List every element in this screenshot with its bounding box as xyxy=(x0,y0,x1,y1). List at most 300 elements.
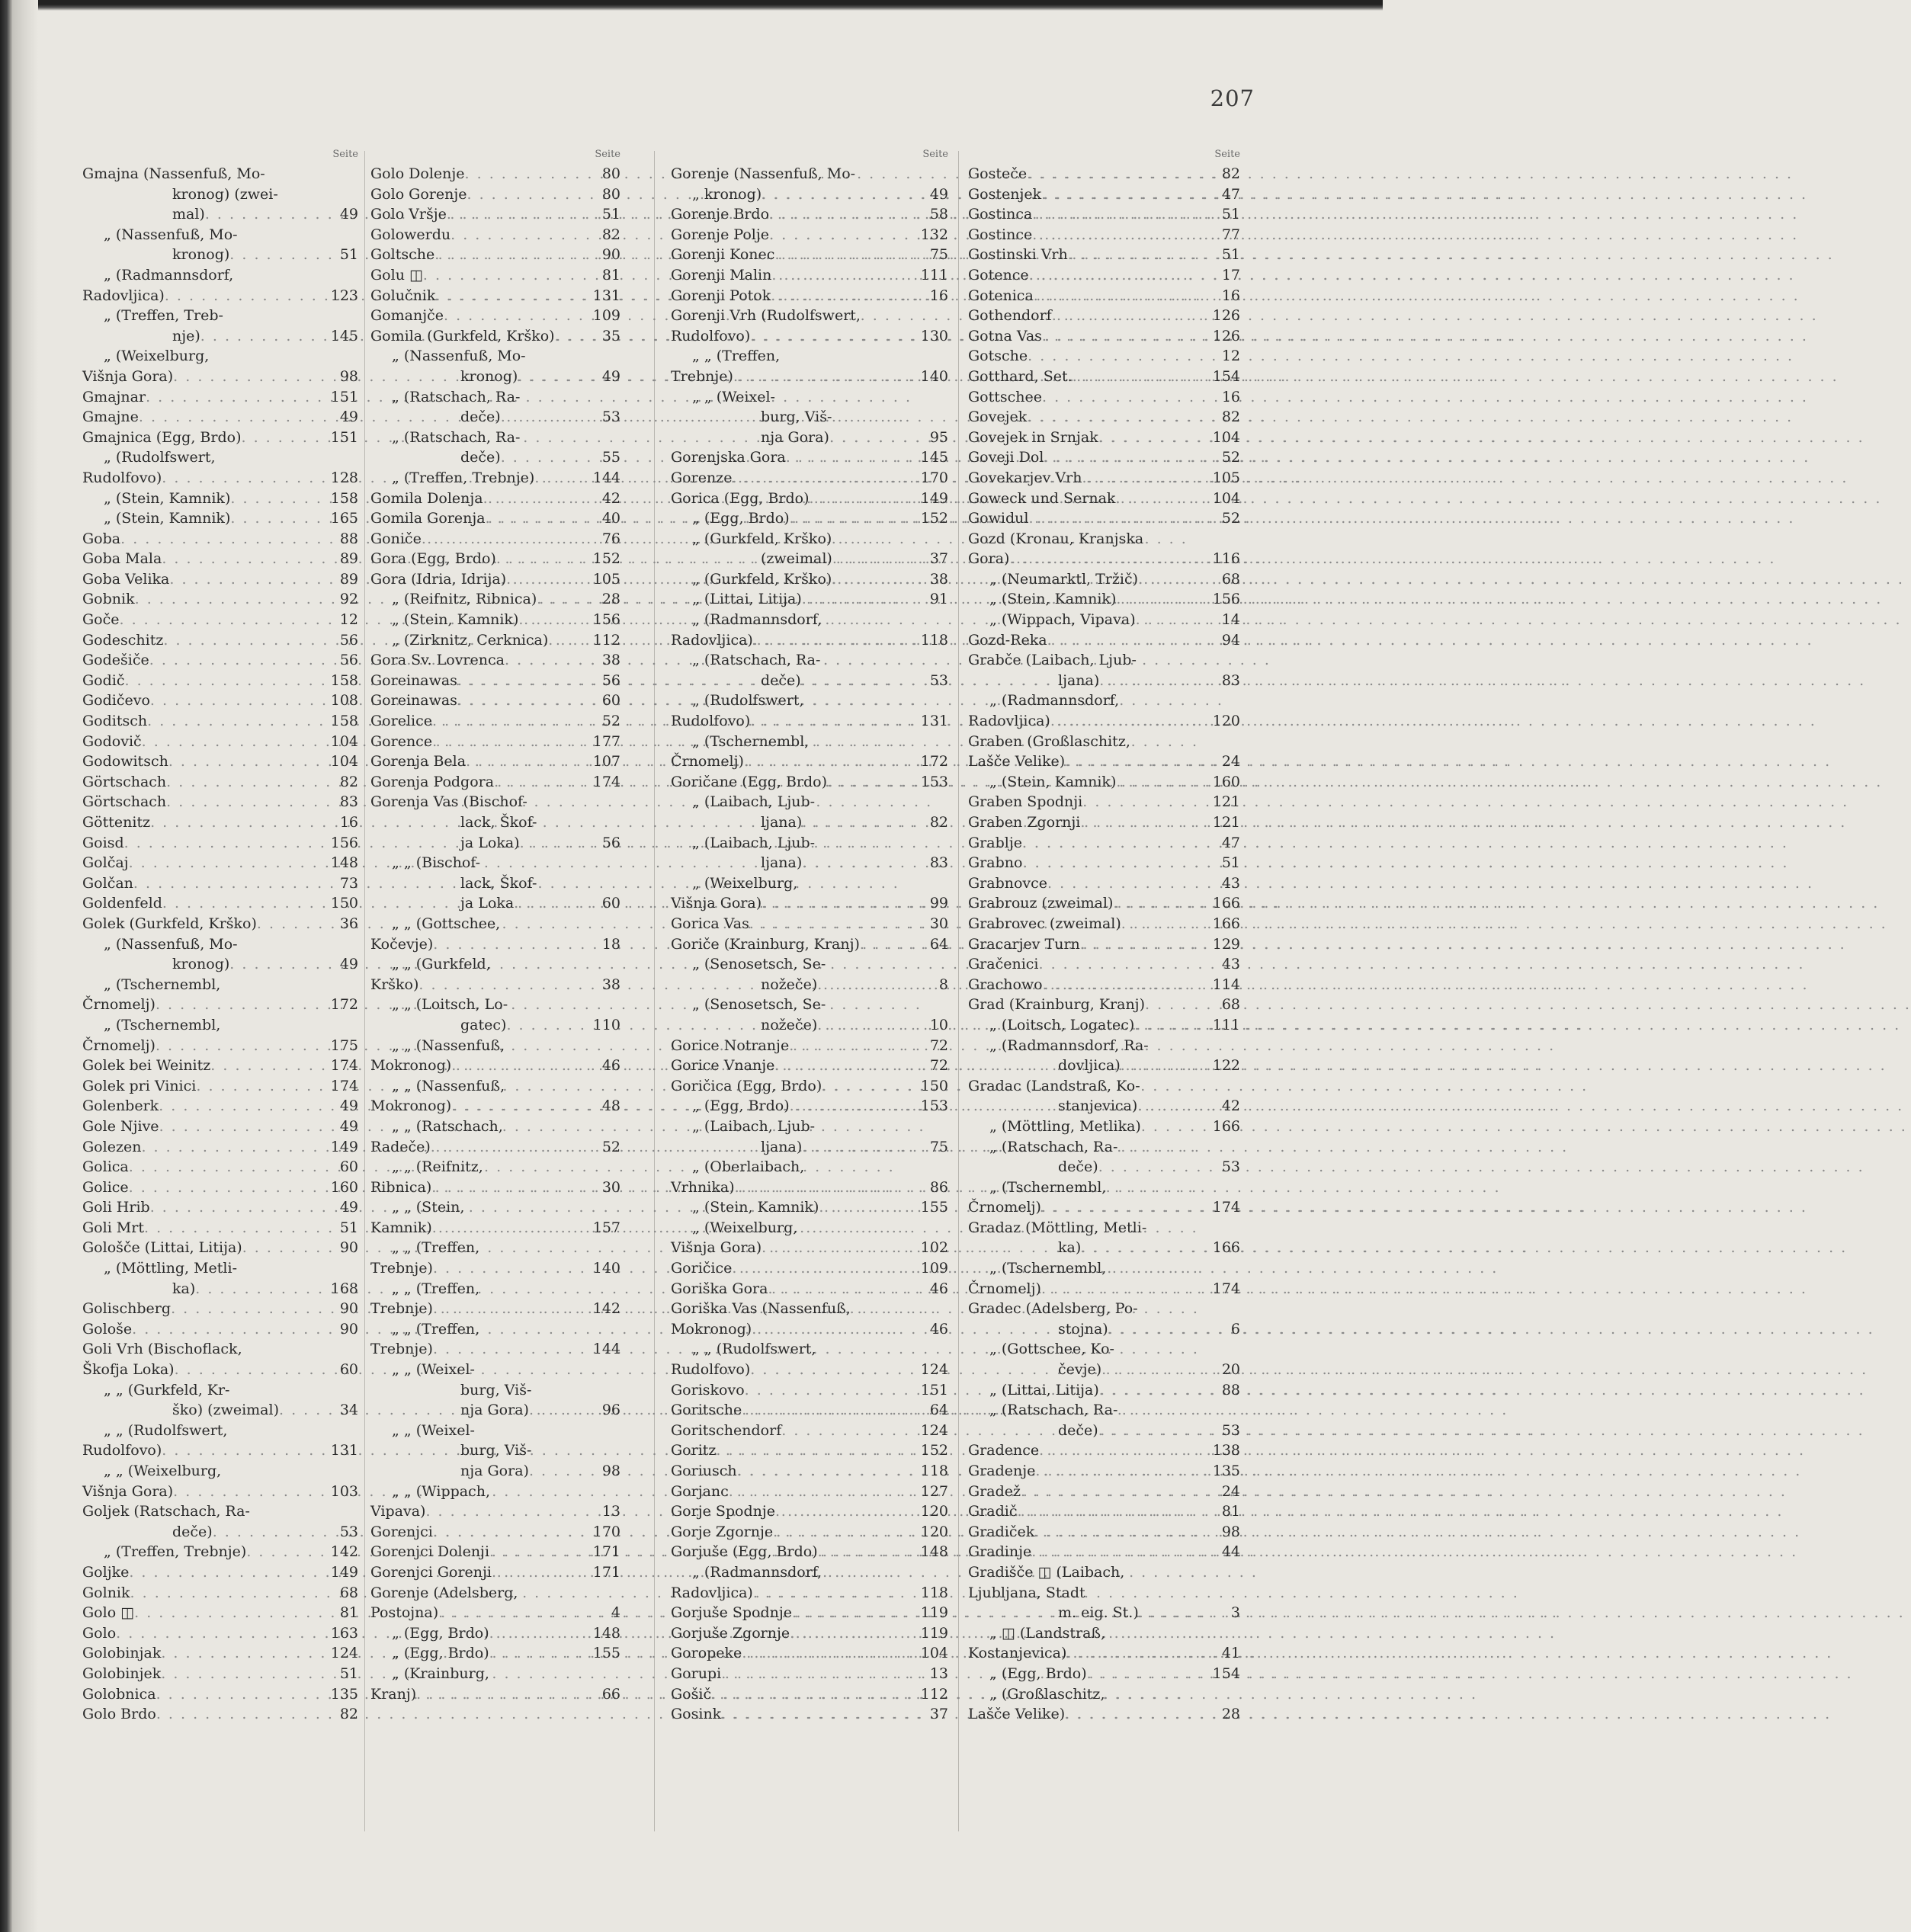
index-entry xyxy=(671,1686,948,1706)
leader-dots xyxy=(435,287,592,304)
entry-name: „ (Tschernembl, xyxy=(692,732,810,750)
index-entry xyxy=(671,611,948,632)
entry-page: 40 xyxy=(601,510,620,527)
leader-dots xyxy=(1017,1503,1214,1520)
leader-dots xyxy=(1137,1097,1214,1114)
index-entry xyxy=(968,368,1240,389)
entry-name: „ (Radmannsdorf, xyxy=(989,692,1120,710)
entry-page: 121 xyxy=(1212,814,1240,831)
entry-name: Črnomelj) xyxy=(82,1036,156,1054)
leader-dots xyxy=(434,246,595,263)
entry-name: Gorenje (Nassenfuß, Mo- xyxy=(671,165,856,182)
leader-dots xyxy=(827,774,921,790)
entry-name: Gradič xyxy=(968,1503,1018,1520)
entry-page: 37 xyxy=(929,1706,948,1723)
index-entry xyxy=(671,733,948,754)
entry-name: Postojna) xyxy=(370,1604,439,1622)
index-entry xyxy=(370,389,620,409)
index-entry xyxy=(671,895,948,915)
index-entry xyxy=(370,246,620,267)
index-entry xyxy=(82,490,358,511)
index-entry xyxy=(968,1706,1240,1726)
entry-page: 119 xyxy=(920,1624,948,1642)
entry-name: „ (Egg, Brdo) xyxy=(692,510,790,527)
index-entry xyxy=(968,510,1240,530)
index-entry xyxy=(968,1078,1240,1098)
entry-page: 49 xyxy=(339,206,358,223)
index-entry xyxy=(370,165,620,186)
leader-dots xyxy=(496,550,593,567)
entry-page: 75 xyxy=(929,1138,948,1155)
entry-page: 83 xyxy=(339,793,358,811)
entry-page: 153 xyxy=(920,1097,948,1115)
entry-page: 121 xyxy=(1212,793,1240,811)
entry-page: 64 xyxy=(929,935,948,953)
entry-name: Črnomelj) xyxy=(968,1199,1041,1216)
index-entry xyxy=(671,1321,948,1341)
index-entry xyxy=(370,1199,620,1219)
index-entry xyxy=(82,591,358,611)
index-entry xyxy=(370,915,620,936)
index-entry xyxy=(82,1483,358,1504)
index-entry xyxy=(82,1382,358,1402)
entry-name: Trebnje) xyxy=(671,367,733,385)
scan-left-edge xyxy=(0,0,12,1932)
leader-dots xyxy=(159,1097,332,1114)
leader-dots xyxy=(1047,875,1214,892)
entry-page: 171 xyxy=(592,1543,620,1561)
entry-page: 60 xyxy=(601,692,620,710)
index-entry xyxy=(370,1382,620,1402)
leader-dots xyxy=(1042,389,1214,405)
index-entry xyxy=(968,1543,1240,1564)
leader-dots xyxy=(171,1300,332,1317)
leader-dots xyxy=(162,1442,330,1459)
entry-name: Goropeke xyxy=(671,1645,742,1662)
index-entry xyxy=(671,267,948,287)
index-entry xyxy=(370,1017,620,1037)
leader-dots xyxy=(134,1604,332,1621)
entry-name: „ (Stein, Kamnik) xyxy=(104,489,231,507)
entry-page: 51 xyxy=(1221,206,1240,223)
entry-name: Grabrovec (zweimal) xyxy=(968,915,1121,932)
entry-name: ljana) xyxy=(761,814,803,831)
entry-page: 16 xyxy=(1221,388,1240,405)
index-entry xyxy=(370,956,620,976)
index-entry xyxy=(82,1402,358,1422)
index-entry xyxy=(370,1625,620,1645)
leader-dots xyxy=(242,1239,332,1256)
entry-name: Grablje xyxy=(968,834,1022,851)
index-entry xyxy=(671,550,948,571)
seite-header: Seite xyxy=(922,149,948,160)
entry-page: 82 xyxy=(339,1706,358,1723)
leader-dots xyxy=(169,571,332,588)
entry-name: Črnomelj) xyxy=(82,996,156,1014)
leader-dots xyxy=(1099,672,1214,689)
leader-dots xyxy=(444,307,593,324)
leader-dots xyxy=(802,1139,922,1155)
entry-name: Gorenji Malin xyxy=(671,266,772,284)
entry-name: Golu ◫ xyxy=(370,266,423,284)
entry-page: 120 xyxy=(1212,713,1240,730)
entry-name: nja Gora) xyxy=(761,428,829,446)
entry-name: dovljica) xyxy=(1058,1057,1121,1075)
entry-page: 12 xyxy=(339,611,358,629)
entry-page: 109 xyxy=(592,307,620,325)
index-entry xyxy=(968,1442,1240,1463)
leader-dots xyxy=(163,632,332,649)
index-entry xyxy=(82,530,358,551)
entry-page: 52 xyxy=(1221,510,1240,527)
entry-page: 52 xyxy=(601,1138,620,1155)
entry-page: 150 xyxy=(330,895,358,912)
entry-name: Gora) xyxy=(968,550,1010,568)
index-entry xyxy=(370,328,620,348)
index-entry xyxy=(82,996,358,1017)
entry-page: 153 xyxy=(920,773,948,790)
entry-page: 28 xyxy=(601,591,620,608)
entry-page: 145 xyxy=(330,327,358,344)
index-entry xyxy=(82,267,358,287)
entry-page: 156 xyxy=(1212,591,1240,608)
entry-page: 99 xyxy=(929,895,948,912)
index-entry xyxy=(671,1604,948,1625)
entry-page: 16 xyxy=(1221,287,1240,304)
index-entry xyxy=(671,1139,948,1159)
index-entry xyxy=(82,1199,358,1219)
entry-page: 51 xyxy=(339,246,358,264)
leader-dots xyxy=(529,1402,595,1418)
entry-page: 150 xyxy=(920,1077,948,1094)
leader-dots xyxy=(1087,1665,1213,1682)
leader-dots xyxy=(537,591,595,607)
index-entry xyxy=(82,956,358,976)
entry-page: 175 xyxy=(330,1036,358,1054)
leader-dots xyxy=(433,1523,593,1540)
leader-dots xyxy=(257,915,332,932)
index-entry xyxy=(671,875,948,896)
index-entry xyxy=(671,1078,948,1098)
index-entry xyxy=(968,348,1240,368)
leader-dots xyxy=(139,409,332,425)
index-entry xyxy=(671,1665,948,1686)
entry-name: „ (Ratschach, Ra- xyxy=(392,428,521,446)
index-entry xyxy=(370,672,620,693)
index-entry xyxy=(968,1341,1240,1361)
entry-name: Grad (Krainburg, Kranj) xyxy=(968,996,1145,1014)
leader-dots xyxy=(279,1402,332,1418)
index-entry xyxy=(968,1503,1240,1523)
index-entry xyxy=(671,1097,948,1118)
index-entry xyxy=(370,875,620,896)
entry-name: Rudolfovo) xyxy=(671,1361,751,1379)
entry-name: Mokronog) xyxy=(370,1057,452,1075)
leader-dots xyxy=(156,1706,332,1722)
leader-dots xyxy=(750,713,920,729)
entry-page: 37 xyxy=(929,550,948,568)
leader-dots xyxy=(1065,1706,1214,1722)
index-entry xyxy=(968,692,1240,713)
entry-name: Radeče) xyxy=(370,1138,431,1155)
entry-page: 51 xyxy=(339,1219,358,1236)
entry-name: deče) xyxy=(761,671,801,689)
entry-name: Goba xyxy=(82,530,121,547)
index-entry xyxy=(968,1300,1240,1321)
index-entry xyxy=(370,1260,620,1280)
entry-name: „ (Nassenfuß, Mo- xyxy=(104,935,238,953)
index-entry xyxy=(82,1665,358,1686)
entry-page: 105 xyxy=(592,570,620,588)
leader-dots xyxy=(1138,571,1214,588)
index-entry xyxy=(968,1179,1240,1200)
entry-name: Ljubljana, Stadt xyxy=(968,1584,1085,1601)
index-entry xyxy=(82,1584,358,1605)
index-entry xyxy=(82,368,358,389)
entry-name: „ (Egg, Brdo) xyxy=(692,1097,790,1115)
leader-dots xyxy=(1098,429,1213,446)
entry-name: Golica xyxy=(82,1158,129,1176)
leader-dots xyxy=(781,1422,920,1439)
entry-name: „ „ (Treffen, xyxy=(392,1280,480,1297)
entry-name: Grachowo xyxy=(968,976,1043,993)
index-entry xyxy=(370,449,620,469)
leader-dots xyxy=(230,490,330,507)
entry-name: „ (Krainburg, xyxy=(392,1664,489,1682)
entry-name: Gmajna (Nassenfuß, Mo- xyxy=(82,165,265,182)
entry-name: Gosink xyxy=(671,1706,722,1723)
index-entry xyxy=(671,591,948,611)
entry-name: Radovljica) xyxy=(82,287,165,304)
entry-name: Višnja Gora) xyxy=(671,895,762,912)
entry-name: Golobinjak xyxy=(82,1645,162,1662)
leader-dots xyxy=(832,571,922,588)
entry-name: „ „ (Bischof- xyxy=(392,854,481,872)
entry-page: 120 xyxy=(920,1523,948,1540)
entry-page: 81 xyxy=(1221,1503,1240,1520)
index-entry xyxy=(968,976,1240,997)
entry-name: čevje) xyxy=(1058,1361,1102,1379)
entry-page: 80 xyxy=(601,165,620,182)
index-entry xyxy=(370,774,620,794)
entry-page: 111 xyxy=(1212,1016,1240,1033)
entry-page: 158 xyxy=(330,671,358,689)
index-entry xyxy=(671,510,948,530)
seite-header: Seite xyxy=(332,149,358,160)
index-entry xyxy=(82,226,358,247)
entry-page: 142 xyxy=(330,1543,358,1561)
leader-dots xyxy=(742,1645,920,1661)
entry-page: 104 xyxy=(920,1645,948,1662)
entry-name: Gološe xyxy=(82,1320,133,1338)
entry-name: Gorenji Potok xyxy=(671,287,771,304)
entry-page: 172 xyxy=(330,996,358,1014)
index-entry xyxy=(671,692,948,713)
entry-name: „ (Egg, Brdo) xyxy=(392,1624,489,1642)
index-entry xyxy=(370,267,620,287)
index-entry xyxy=(82,632,358,652)
entry-page: 30 xyxy=(929,915,948,932)
entry-name: Gothendorf xyxy=(968,307,1052,325)
index-entry xyxy=(370,1463,620,1483)
leader-dots xyxy=(752,1321,922,1338)
entry-page: 149 xyxy=(920,489,948,507)
index-entry xyxy=(370,1686,620,1706)
index-entry xyxy=(370,1422,620,1443)
leader-dots xyxy=(451,1057,595,1074)
index-entry xyxy=(968,550,1240,571)
entry-page: 12 xyxy=(1221,348,1240,365)
entry-name: „ (Treffen, Trebnje) xyxy=(392,469,535,486)
index-entry xyxy=(370,1097,620,1118)
leader-dots xyxy=(774,246,922,263)
index-entry xyxy=(82,1321,358,1341)
leader-dots xyxy=(1032,206,1214,223)
entry-name: „ (Laibach, Ljub- xyxy=(692,834,816,851)
entry-name: Goče xyxy=(82,611,120,629)
leader-dots xyxy=(120,611,332,628)
entry-page: 18 xyxy=(601,935,620,953)
index-entry xyxy=(968,652,1240,672)
entry-page: 48 xyxy=(601,1097,620,1115)
entry-page: 88 xyxy=(1221,1381,1240,1399)
seite-header: Seite xyxy=(595,149,620,160)
leader-dots xyxy=(422,530,595,547)
entry-name: ka) xyxy=(172,1280,196,1297)
entry-name: deče) xyxy=(1058,1421,1098,1439)
entry-page: 49 xyxy=(339,956,358,973)
index-entry xyxy=(82,389,358,409)
index-entry xyxy=(82,449,358,469)
leader-dots xyxy=(745,1382,921,1399)
leader-dots xyxy=(518,368,595,385)
index-entry xyxy=(82,1179,358,1200)
leader-dots xyxy=(1043,976,1213,993)
index-entry xyxy=(370,895,620,915)
leader-dots xyxy=(142,733,331,750)
index-entry xyxy=(671,753,948,774)
entry-page: 90 xyxy=(339,1239,358,1257)
leader-dots xyxy=(489,1625,593,1642)
index-entry xyxy=(968,915,1240,936)
entry-name: Gorelice xyxy=(370,713,432,730)
entry-page: 170 xyxy=(592,1523,620,1540)
leader-dots xyxy=(529,1463,595,1479)
entry-name: Višnja Gora) xyxy=(82,1482,174,1500)
index-entry xyxy=(671,409,948,429)
entry-page: 46 xyxy=(929,1320,948,1338)
index-entry xyxy=(968,774,1240,794)
entry-page: 51 xyxy=(1221,246,1240,264)
index-entry xyxy=(82,1706,358,1726)
index-entry xyxy=(968,1625,1240,1645)
leader-dots xyxy=(129,854,331,871)
entry-name: Gozd (Kronau, Kranjska xyxy=(968,530,1144,547)
entry-page: 148 xyxy=(920,1543,948,1561)
index-entry xyxy=(82,774,358,794)
leader-dots xyxy=(1041,186,1214,203)
index-column-2 xyxy=(370,149,620,1706)
index-entry xyxy=(370,611,620,632)
entry-name: Goditsch xyxy=(82,713,148,730)
entry-name: Golo xyxy=(82,1624,117,1642)
leader-dots xyxy=(132,1321,332,1338)
leader-dots xyxy=(1044,449,1214,466)
entry-name: Gološče (Littai, Litija) xyxy=(82,1239,242,1257)
index-entry xyxy=(370,1584,620,1605)
entry-page: 17 xyxy=(1221,266,1240,284)
entry-name: ka) xyxy=(1058,1239,1082,1257)
leader-dots xyxy=(518,611,592,628)
entry-name: Gorjuše (Egg, Brdo) xyxy=(671,1543,818,1561)
entry-page: 118 xyxy=(920,1584,948,1601)
entry-name: „ (Gottschee, Ko- xyxy=(989,1341,1114,1358)
index-entry xyxy=(671,774,948,794)
entry-page: 51 xyxy=(1221,854,1240,872)
index-entry xyxy=(968,1139,1240,1159)
entry-page: 92 xyxy=(339,591,358,608)
entry-name: nožeče) xyxy=(761,1016,818,1033)
index-entry xyxy=(968,591,1240,611)
entry-page: 128 xyxy=(330,469,358,486)
entry-name: „ (Rudolfswert, xyxy=(692,692,804,710)
index-entry xyxy=(370,753,620,774)
index-entry xyxy=(671,490,948,511)
index-entry xyxy=(671,996,948,1017)
entry-name: Rudolfovo) xyxy=(671,327,751,344)
entry-page: 171 xyxy=(592,1563,620,1581)
index-entry xyxy=(671,328,948,348)
entry-name: Goba Mala xyxy=(82,550,162,568)
entry-name: Govejek xyxy=(968,409,1028,426)
leader-dots xyxy=(749,915,922,932)
leader-dots xyxy=(431,1139,595,1155)
index-entry xyxy=(370,429,620,450)
index-entry xyxy=(968,1402,1240,1422)
entry-page: 174 xyxy=(1212,1280,1240,1297)
entry-page: 38 xyxy=(601,652,620,669)
entry-page: 72 xyxy=(929,1057,948,1075)
entry-name: Kočevje) xyxy=(370,935,434,953)
entry-page: 144 xyxy=(592,1341,620,1358)
entry-name: „ (Stein, Kamnik) xyxy=(989,591,1117,608)
entry-name: nja Gora) xyxy=(460,1463,529,1479)
leader-dots xyxy=(165,287,331,304)
leader-dots xyxy=(534,469,592,486)
entry-name: Gole Njive xyxy=(82,1117,159,1135)
entry-page: 77 xyxy=(1221,226,1240,243)
leader-dots xyxy=(505,652,595,668)
leader-dots xyxy=(1082,469,1212,486)
entry-name: „ (Möttling, Metlika) xyxy=(989,1117,1141,1135)
entry-page: 102 xyxy=(920,1239,948,1257)
entry-name: Goltsche xyxy=(370,246,435,264)
index-column-1 xyxy=(82,149,358,1726)
leader-dots xyxy=(514,895,595,912)
entry-name: nje) xyxy=(172,327,200,344)
entry-page: 60 xyxy=(339,1158,358,1176)
leader-dots xyxy=(1027,165,1214,182)
entry-name: Goldenfeld xyxy=(82,895,162,912)
index-entry xyxy=(671,713,948,733)
leader-dots xyxy=(1022,835,1214,851)
entry-name: „ (Loitsch, Logatec) xyxy=(989,1016,1135,1033)
index-entry xyxy=(671,1584,948,1605)
entry-name: Golo Gorenje xyxy=(370,185,467,203)
index-entry xyxy=(968,165,1240,186)
entry-page: 8 xyxy=(938,976,948,993)
entry-name: Godeschitz xyxy=(82,631,164,649)
